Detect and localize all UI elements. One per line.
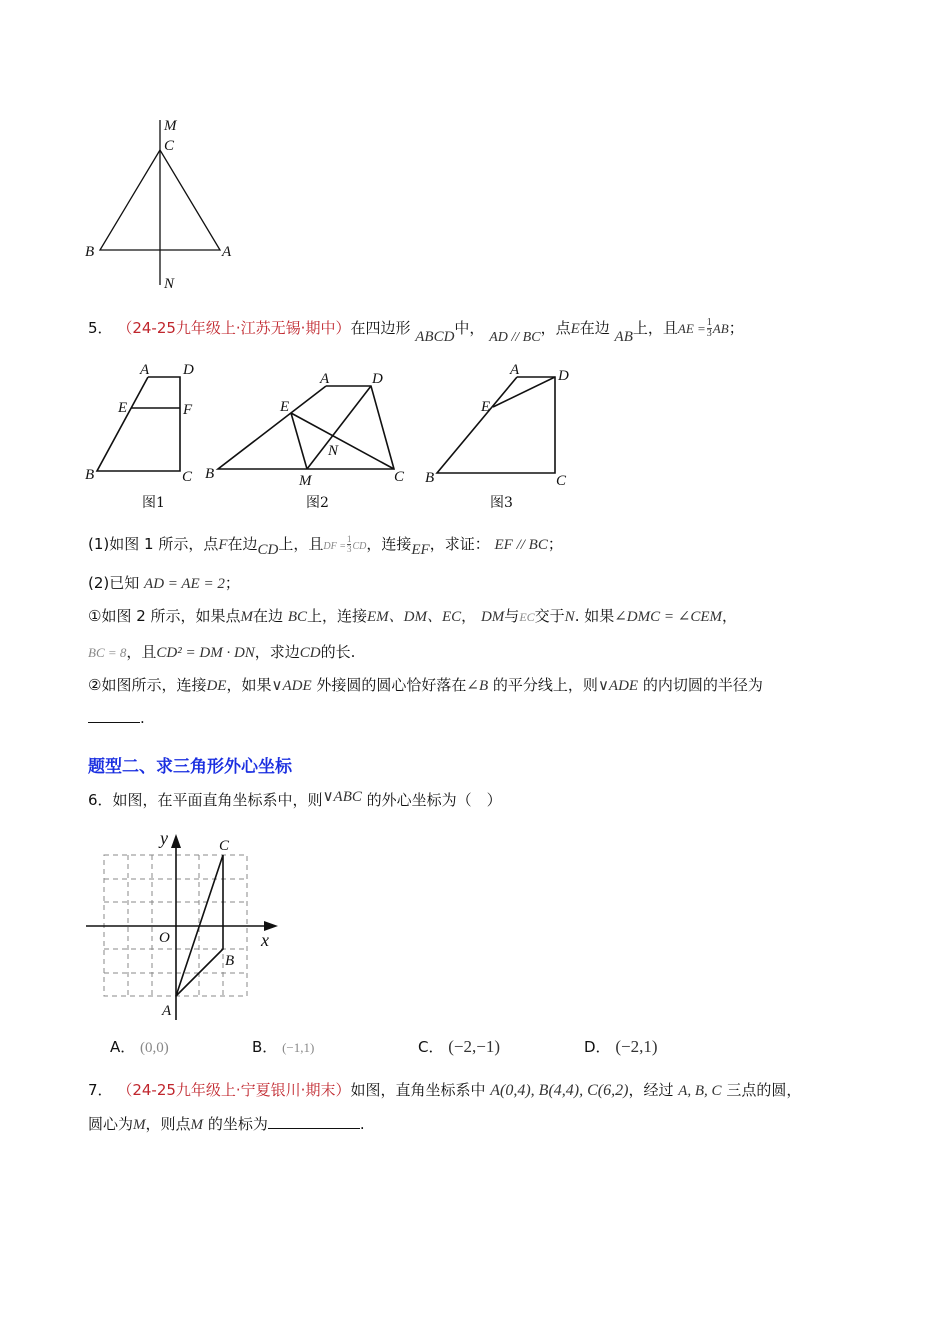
q5-part1 (88, 534, 563, 557)
label-c: C (182, 469, 193, 485)
label-n: N (328, 443, 339, 459)
q5-text: ，点 (540, 319, 571, 337)
math-bc: BC (287, 609, 307, 625)
q5-text: 在四边形 (350, 319, 411, 337)
option-d[interactable] (584, 1036, 658, 1057)
math-ef: EF (411, 542, 430, 558)
figure-1 (85, 362, 194, 511)
label-b: B (85, 244, 95, 260)
q6-text: 如图，在平面直角坐标系中，则 (112, 791, 323, 809)
label-b: B (425, 470, 435, 486)
math-de: DE (206, 678, 227, 694)
math-bc-8: BC = 8 (88, 645, 127, 660)
math-triangle-abc: ∨ABC (322, 789, 362, 805)
sub1-text: ， (722, 607, 738, 625)
math-ad-parallel-bc: AD // BC (489, 330, 541, 345)
label-x-axis: x (261, 930, 269, 950)
label-origin: O (159, 930, 170, 946)
part1-text: 上，且 (278, 535, 324, 553)
label-b: B (85, 467, 95, 483)
math-df: DF = (323, 541, 346, 552)
q7-text: 圆心为 (88, 1115, 134, 1133)
math-m: M (190, 1117, 204, 1133)
part1-text: 在边 (227, 535, 258, 553)
q7-number: 7． (88, 1081, 113, 1099)
math-f: F (218, 537, 228, 553)
math-points: A(0,4), B(4,4), C(6,2) (490, 1082, 629, 1099)
q7-text: ，则点 (145, 1115, 191, 1133)
math-n: N (564, 609, 575, 625)
sub1-text: ，且 (126, 643, 157, 661)
math-triangle-ade: ∨ADE (597, 678, 639, 694)
fraction-one-third (347, 535, 352, 554)
label-c: C (219, 838, 230, 854)
q5-source: （24-25九年级上·江苏无锡·期中） (117, 319, 351, 337)
option-value: (−2,−1) (448, 1037, 501, 1056)
label-a: A (320, 371, 330, 387)
math-angle-equality: ∠DMC = ∠CEM (614, 609, 722, 625)
label-c: C (556, 473, 567, 489)
math-m: M (240, 609, 254, 625)
part1-text: ，连接 (366, 535, 412, 553)
q5-text: 上，且 (632, 319, 678, 337)
sub1-text: 与 (504, 607, 520, 625)
math-cd: CD (257, 542, 279, 558)
frac-den: 3 (346, 544, 352, 554)
sub2-text: 的内切圆的半径为 (642, 676, 763, 694)
math-ae: AE = (677, 321, 706, 336)
label-m: M (299, 473, 312, 489)
part1-text: (1)如图 1 所示，点 (88, 535, 219, 553)
caption-figure-3: 图3 (490, 495, 513, 511)
sub1-text: 上，连接 (307, 607, 368, 625)
q7-text: ，经过 (628, 1081, 674, 1099)
q5-number: 5． (88, 319, 113, 337)
option-c[interactable] (418, 1036, 500, 1057)
sub2-text: ②如图所示，连接 (88, 676, 207, 694)
q5-text: 中， (454, 319, 485, 337)
q5-text: 在边 (579, 319, 610, 337)
sub1-text: 在边 (253, 607, 284, 625)
q7-text: 的坐标为 (207, 1115, 268, 1133)
label-d: D (372, 371, 383, 387)
sub2-text: 外接圆的圆心恰好落在 (316, 676, 467, 694)
q6-number: 6． (88, 791, 113, 809)
option-letter: D． (584, 1038, 611, 1056)
sub2-text: 的平分线上，则 (492, 676, 598, 694)
q5-sub1-line1 (88, 606, 737, 627)
answer-blank[interactable] (88, 708, 140, 723)
option-a[interactable] (110, 1036, 169, 1057)
math-e: E (570, 321, 580, 337)
q5-sub2-answer (88, 708, 145, 728)
label-e: E (481, 399, 491, 415)
label-y-axis: y (160, 828, 168, 848)
sub2-text: ，如果 (226, 676, 272, 694)
part1-text: ； (547, 535, 563, 553)
frac-num: 1 (706, 317, 712, 328)
option-b[interactable] (252, 1036, 314, 1057)
label-a: A (162, 1003, 172, 1019)
answer-blank[interactable] (268, 1114, 360, 1129)
q6-text: 的外心坐标为（ ） (366, 791, 502, 809)
fraction-one-third (707, 318, 712, 339)
math-cd: CD (299, 645, 321, 661)
caption-figure-1: 图1 (142, 495, 165, 511)
math-angle-b: ∠B (466, 678, 489, 694)
section-heading: 题型二、求三角形外心坐标 (88, 757, 292, 777)
part2-text: (2)已知 (88, 574, 140, 592)
option-letter: A． (110, 1038, 136, 1056)
math-cd-squared: CD² = DM · DN (156, 645, 255, 661)
math-triangle-ade: ∨ADE (271, 678, 312, 694)
part1-text: ，求证： (429, 535, 490, 553)
math-ab: AB (712, 321, 729, 336)
q7-text: 如图，直角坐标系中 (350, 1081, 486, 1099)
label-e: E (118, 400, 128, 416)
option-letter: C． (418, 1038, 444, 1056)
math-ef-parallel-bc: EF // BC (494, 537, 548, 553)
math-ab: AB (614, 329, 633, 345)
option-value: (0,0) (140, 1040, 169, 1056)
math-abcd: ABCD (415, 329, 455, 345)
label-d: D (558, 368, 569, 384)
q5-stem (88, 317, 744, 345)
math-dm: DM (480, 609, 505, 625)
math-abc: A, B, C (678, 1083, 722, 1099)
sub1-text: ， (461, 607, 477, 625)
figure-triangle-perpendicular-bisector (80, 110, 260, 300)
q7-text: . (359, 1115, 365, 1133)
option-value: (−2,1) (615, 1037, 658, 1056)
sub1-text: . 如果 (574, 607, 615, 625)
q5-text: ； (728, 319, 744, 337)
label-a: A (222, 244, 232, 260)
frac-den: 3 (706, 328, 712, 339)
sub1-text: ，求边 (254, 643, 300, 661)
math-cd: CD (352, 541, 367, 552)
option-letter: B． (252, 1038, 278, 1056)
label-e: E (280, 399, 290, 415)
math-em-dm-ec: EM、DM、EC (367, 609, 462, 625)
sub1-text: 的长. (320, 643, 356, 661)
frac-num: 1 (346, 534, 352, 544)
label-b: B (225, 953, 235, 969)
label-n: N (164, 276, 175, 292)
sub1-text: ①如图 2 所示，如果点 (88, 607, 241, 625)
q7-stem-line2 (88, 1114, 365, 1135)
math-m: M (133, 1117, 146, 1133)
q5-sub1-line2 (88, 642, 355, 663)
q7-source: （24-25九年级上·宁夏银川·期末） (117, 1081, 351, 1099)
q7-text: 三点的圆， (726, 1081, 802, 1099)
caption-figure-2: 图2 (306, 495, 329, 511)
label-b: B (205, 466, 215, 482)
q5-part2 (88, 573, 240, 594)
label-c: C (164, 138, 175, 154)
figure-q6-coordinate-graph (80, 820, 300, 1025)
sub2-text: . (140, 709, 145, 727)
q7-stem-line1 (88, 1080, 801, 1101)
figure-3 (425, 362, 569, 511)
label-f: F (183, 402, 193, 418)
label-a: A (140, 362, 150, 378)
figure-2 (205, 371, 405, 511)
q5-sub2 (88, 675, 763, 696)
sub1-text: 交于 (534, 607, 565, 625)
label-m: M (164, 118, 177, 134)
q6-stem (88, 790, 502, 811)
figure-q5-diagrams (80, 355, 660, 520)
label-a: A (510, 362, 520, 378)
part2-text: ； (224, 574, 240, 592)
math-ad-ae: AD = AE = 2 (144, 576, 225, 592)
math-ec: EC (519, 610, 535, 624)
option-value: (−1,1) (282, 1040, 315, 1055)
label-d: D (183, 362, 194, 378)
label-c: C (394, 469, 405, 485)
